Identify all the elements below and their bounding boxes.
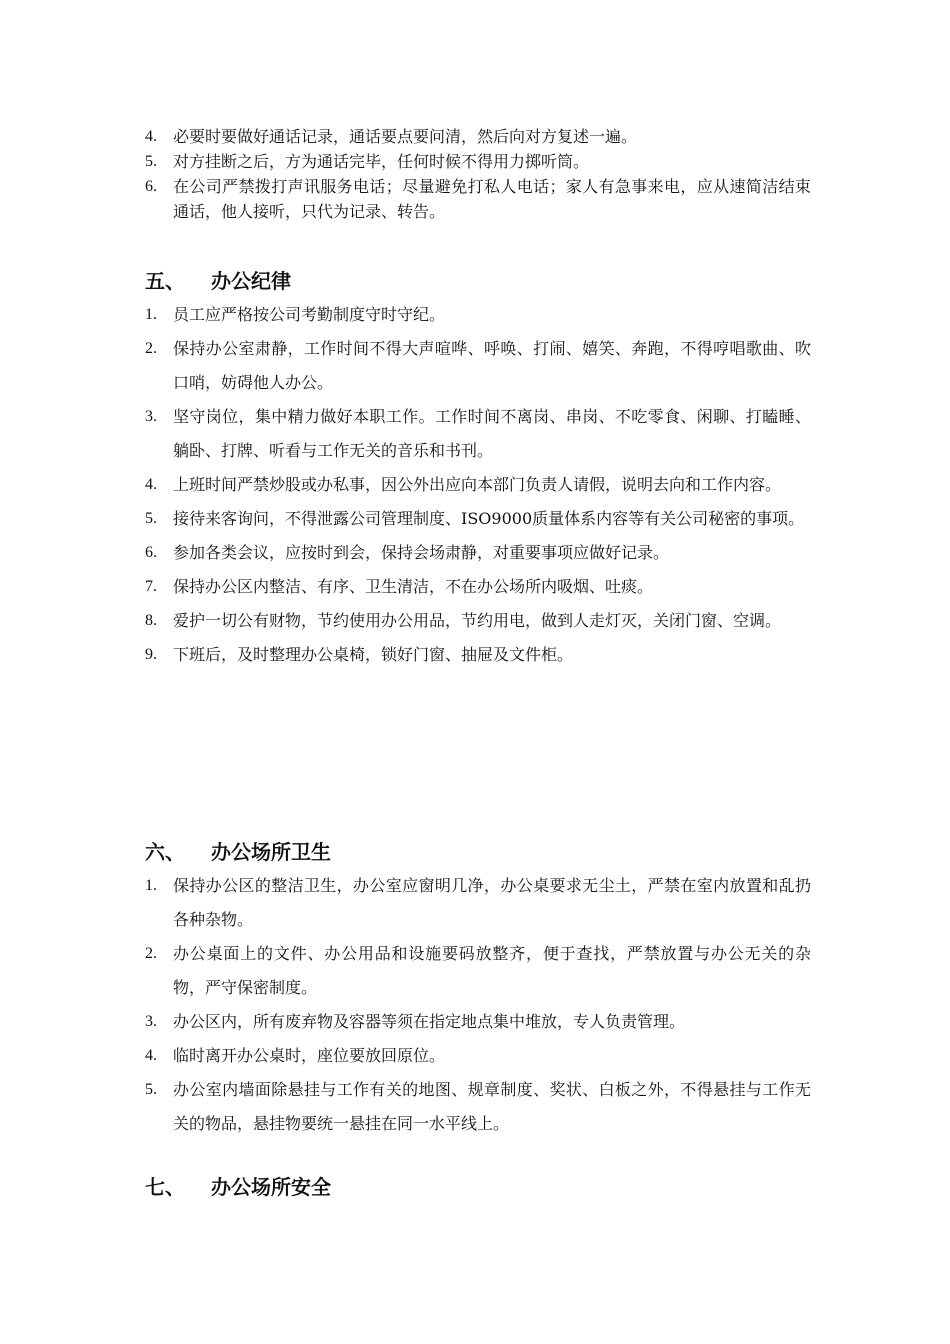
list-item: 1. 员工应严格按公司考勤制度守时守纪。: [145, 305, 446, 324]
list-item: 6. 在公司严禁拨打声讯服务电话；尽量避免打私人电话；家人有急事来电，应从速简洁结束通话，他人接听，只代为记录、转告。: [145, 177, 811, 221]
list-item: 6. 参加各类会议，应按时到会，保持会场肃静，对重要事项应做好记录。: [145, 543, 670, 562]
list-item: 1. 保持办公区的整洁卫生，办公室应窗明几净，办公桌要求无尘土，严禁在室内放置和乱扔各种杂物。: [145, 876, 811, 929]
section-heading-office-safety: 七、 办公场所安全: [145, 1175, 331, 1199]
list-item: 3. 坚守岗位，集中精力做好本职工作。工作时间不离岗、串岗、不吃零食、闲聊、打瞌睡、躺卧、打牌、听看与工作无关的音乐和书刊。: [145, 407, 811, 460]
list-item: 5. 办公室内墙面除悬挂与工作有关的地图、规章制度、奖状、白板之外，不得悬挂与工作无关的物品，悬挂物要统一悬挂在同一水平线上。: [145, 1080, 811, 1133]
office-discipline-list: [143, 298, 811, 672]
list-item: 4. 上班时间严禁炒股或办私事，因公外出应向本部门负责人请假，说明去向和工作内容。: [145, 475, 782, 494]
list-item: 5. 对方挂断之后，方为通话完毕，任何时候不得用力掷听筒。: [145, 152, 590, 171]
list-item: 2. 保持办公室肃静，工作时间不得大声喧哗、呼唤、打闹、嬉笑、奔跑，不得哼唱歌曲、吹口哨，妨碍他人办公。: [145, 339, 811, 392]
list-item: 8. 爱护一切公有财物，节约使用办公用品，节约用电，做到人走灯灭，关闭门窗、空调。: [145, 611, 782, 630]
list-item: 2. 办公桌面上的文件、办公用品和设施要码放整齐，便于查找，严禁放置与办公无关的杂物，严守保密制度。: [145, 944, 811, 997]
section-heading-office-hygiene: 六、 办公场所卫生: [145, 840, 331, 864]
list-item: 3. 办公区内，所有废弃物及容器等须在指定地点集中堆放，专人负责管理。: [145, 1012, 686, 1031]
list-item: 4. 必要时要做好通话记录，通话要点要问清，然后向对方复述一遍。: [145, 127, 638, 146]
phone-etiquette-list-continued: [143, 124, 811, 224]
list-item: 5. 接待来客询问，不得泄露公司管理制度、ISO9000质量体系内容等有关公司秘密的事项。: [145, 509, 805, 528]
section-heading-office-discipline: 五、 办公纪律: [145, 269, 291, 293]
list-item: 9. 下班后，及时整理办公桌椅，锁好门窗、抽屉及文件柜。: [145, 645, 574, 664]
list-item: 7. 保持办公区内整洁、有序、卫生清洁，不在办公场所内吸烟、吐痰。: [145, 577, 654, 596]
office-hygiene-list: [143, 869, 811, 1141]
list-item: 4. 临时离开办公桌时，座位要放回原位。: [145, 1046, 446, 1065]
